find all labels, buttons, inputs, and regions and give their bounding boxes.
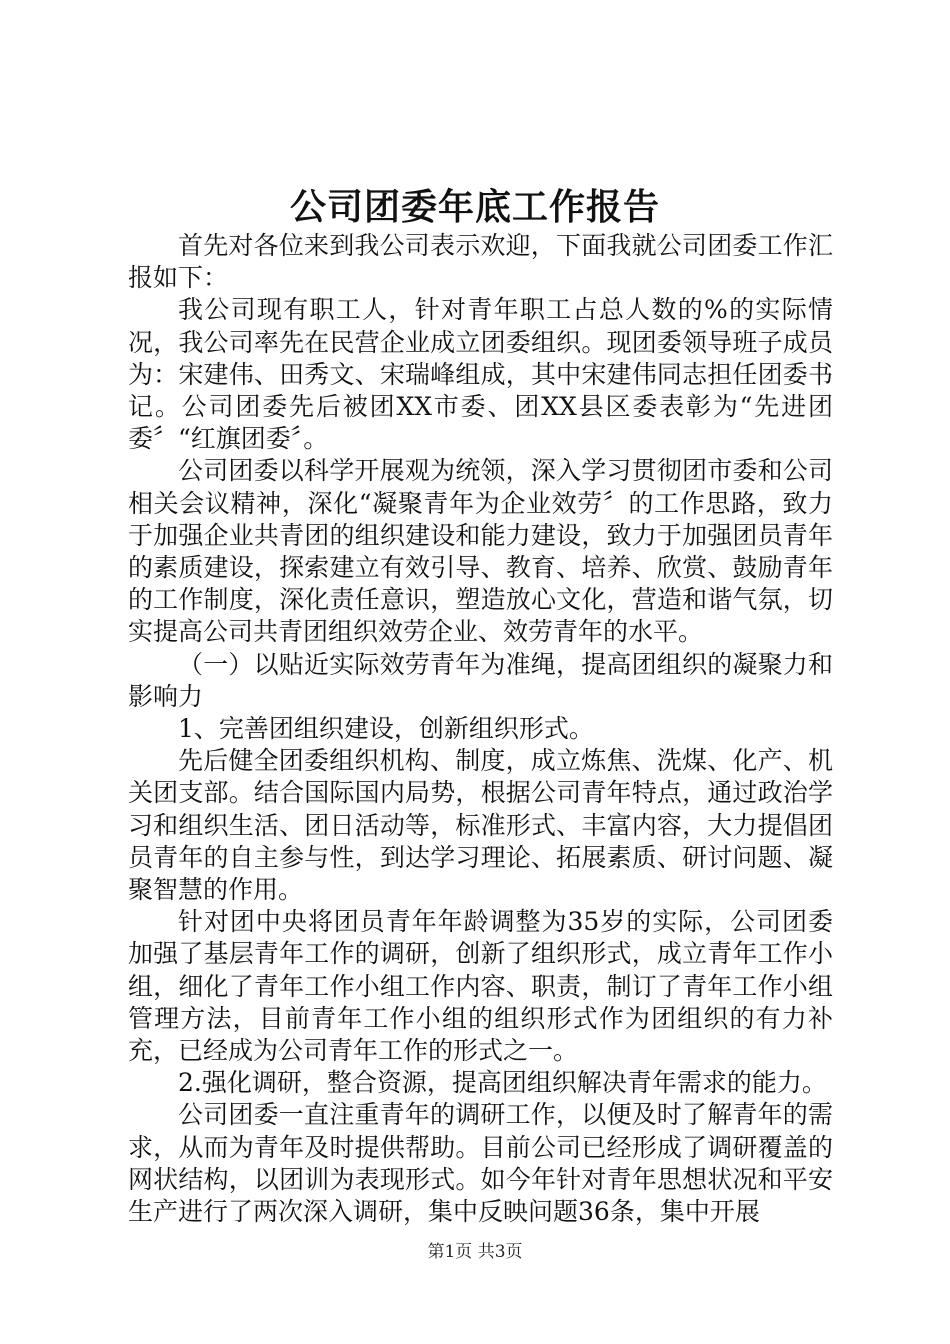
paragraph: 首先对各位来到我公司表示欢迎，下面我就公司团委工作汇报如下： — [128, 231, 833, 293]
paragraph: 针对团中央将团员青年年龄调整为35岁的实际，公司团委加强了基层青年工作的调研，创新了组织形式，成立青年工作小组，细化了青年工作小组工作内容、职责，制订了青年工作小组管理方法，目前青年工作小组的组织形式作为团组织的有力补充，已经成为公司青年工作的形式之一。 — [128, 907, 833, 1066]
subsection-heading: 1、完善团组织建设，创新组织形式。 — [178, 714, 594, 744]
document-body — [128, 230, 833, 1228]
paragraph: 公司团委一直注重青年的调研工作，以便及时了解青年的需求，从而为青年及时提供帮助。目前公司已经形成了调研覆盖的网状结构，以团训为表现形式。如今年针对青年思想状况和平安生产进行了两次深入调研，集中反映问题36条，集中开展 — [128, 1100, 833, 1227]
document-title: 公司团委年底工作报告 — [289, 186, 660, 228]
paragraph: 公司团委以科学开展观为统领，深入学习贯彻团市委和公司相关会议精神，深化“凝聚青年为企业效劳〞的工作思路，致力于加强企业共青团的组织建设和能力建设，致力于加强团员青年的素质建设，探索建立有效引导、教育、培养、欣赏、鼓励青年的工作制度，深化责任意识，塑造放心文化，营造和谐气氛，切实提高公司共青团组织效劳企业、效劳青年的水平。 — [128, 456, 833, 647]
paragraph: 先后健全团委组织机构、制度，成立炼焦、洗煤、化产、机关团支部。结合国际国内局势，根据公司青年特点，通过政治学习和组织生活、团日活动等，标准形式、丰富内容，大力提倡团员青年的自主参与性，到达学习理论、拓展素质、研讨问题、凝聚智慧的作用。 — [128, 746, 833, 905]
page-number-footer: 第1页 共3页 — [427, 1242, 523, 1262]
subsection-heading: 2.强化调研，整合资源，提高团组织解决青年需求的能力。 — [178, 1068, 827, 1098]
section-heading: （一）以贴近实际效劳青年为准绳，提高团组织的凝聚力和影响力 — [128, 649, 833, 711]
paragraph: 我公司现有职工人，针对青年职工占总人数的%的实际情况，我公司率先在民营企业成立团委组织。现团委领导班子成员为：宋建伟、田秀文、宋瑞峰组成，其中宋建伟同志担任团委书记。公司团委先后被团XX市委、团XX县区委表彰为“先进团委〞“红旗团委〞。 — [128, 295, 833, 454]
